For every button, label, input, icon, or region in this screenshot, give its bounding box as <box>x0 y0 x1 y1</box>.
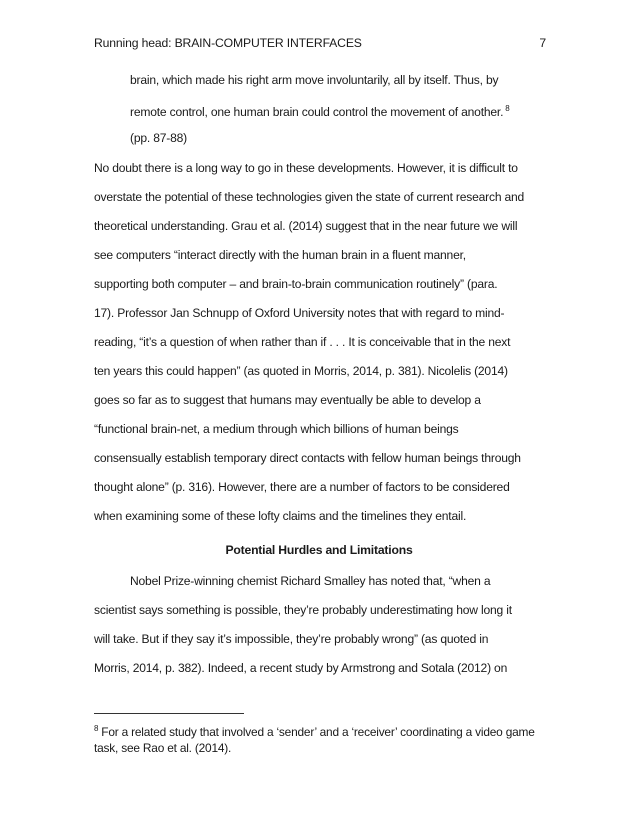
block-quote-line: remote control, one human brain could control the movement of another. $^8$ <box>130 104 510 119</box>
footnote-text: For a related study that involved a ‘sender’ and a ‘receiver’ coordinating a video game task, see Rao et al. (2014). <box>94 725 535 755</box>
paragraph-line: overstate the potential of these technologies given the state of current research and <box>94 190 525 204</box>
paragraph-line: see computers “interact directly with the human brain in a fluent manner, <box>94 248 466 262</box>
paragraph-line: reading, “it’s a question of when rather than if . . . It is conceivable that in the next <box>94 335 511 349</box>
section-heading: Potential Hurdles and Limitations <box>225 543 413 557</box>
paragraph-line: scientist says something is possible, they’re probably underestimating how long it <box>94 603 512 617</box>
paragraph-line: “functional brain-net, a medium through which billions of human beings <box>94 422 459 436</box>
paragraph-line: goes so far as to suggest that humans may eventually be able to develop a <box>94 393 481 407</box>
footnote-reference: 8 <box>505 104 510 113</box>
paragraph-line: Morris, 2014, p. 382). Indeed, a recent study by Armstrong and Sotala (2012) on <box>94 661 508 675</box>
page-header <box>94 36 546 54</box>
block-quote-line: brain, which made his right arm move involuntarily, all by itself. Thus, by <box>130 73 499 87</box>
paragraph-line: thought alone” (p. 316). However, there are a number of factors to be considered <box>94 480 510 494</box>
paragraph-line: theoretical understanding. Grau et al. (2014) suggest that in the near future we will <box>94 219 518 233</box>
paragraph-line: 17). Professor Jan Schnupp of Oxford University notes that with regard to mind- <box>94 306 505 320</box>
paragraph-line: Nobel Prize-winning chemist Richard Smalley has noted that, “when a <box>130 574 491 588</box>
paragraph-line: consensually establish temporary direct contacts with fellow human beings through <box>94 451 521 465</box>
block-quote-line: (pp. 87-88) <box>130 131 187 145</box>
footnote-separator <box>94 713 244 714</box>
running-head: Running head: BRAIN-COMPUTER INTERFACES <box>94 36 362 50</box>
paragraph-line: when examining some of these lofty claims and the timelines they entail. <box>94 509 467 523</box>
page-number: 7 <box>539 36 546 50</box>
paragraph-line: No doubt there is a long way to go in these developments. However, it is difficult to <box>94 161 518 175</box>
paragraph-line: supporting both computer – and brain-to-brain communication routinely” (para. <box>94 277 498 291</box>
footnote-number: 8 <box>94 724 99 733</box>
footnote <box>94 721 549 756</box>
paragraph-line: will take. But if they say it’s impossible, they’re probably wrong” (as quoted in <box>94 632 489 646</box>
paragraph-line: ten years this could happen” (as quoted in Morris, 2014, p. 381). Nicolelis (2014) <box>94 364 508 378</box>
